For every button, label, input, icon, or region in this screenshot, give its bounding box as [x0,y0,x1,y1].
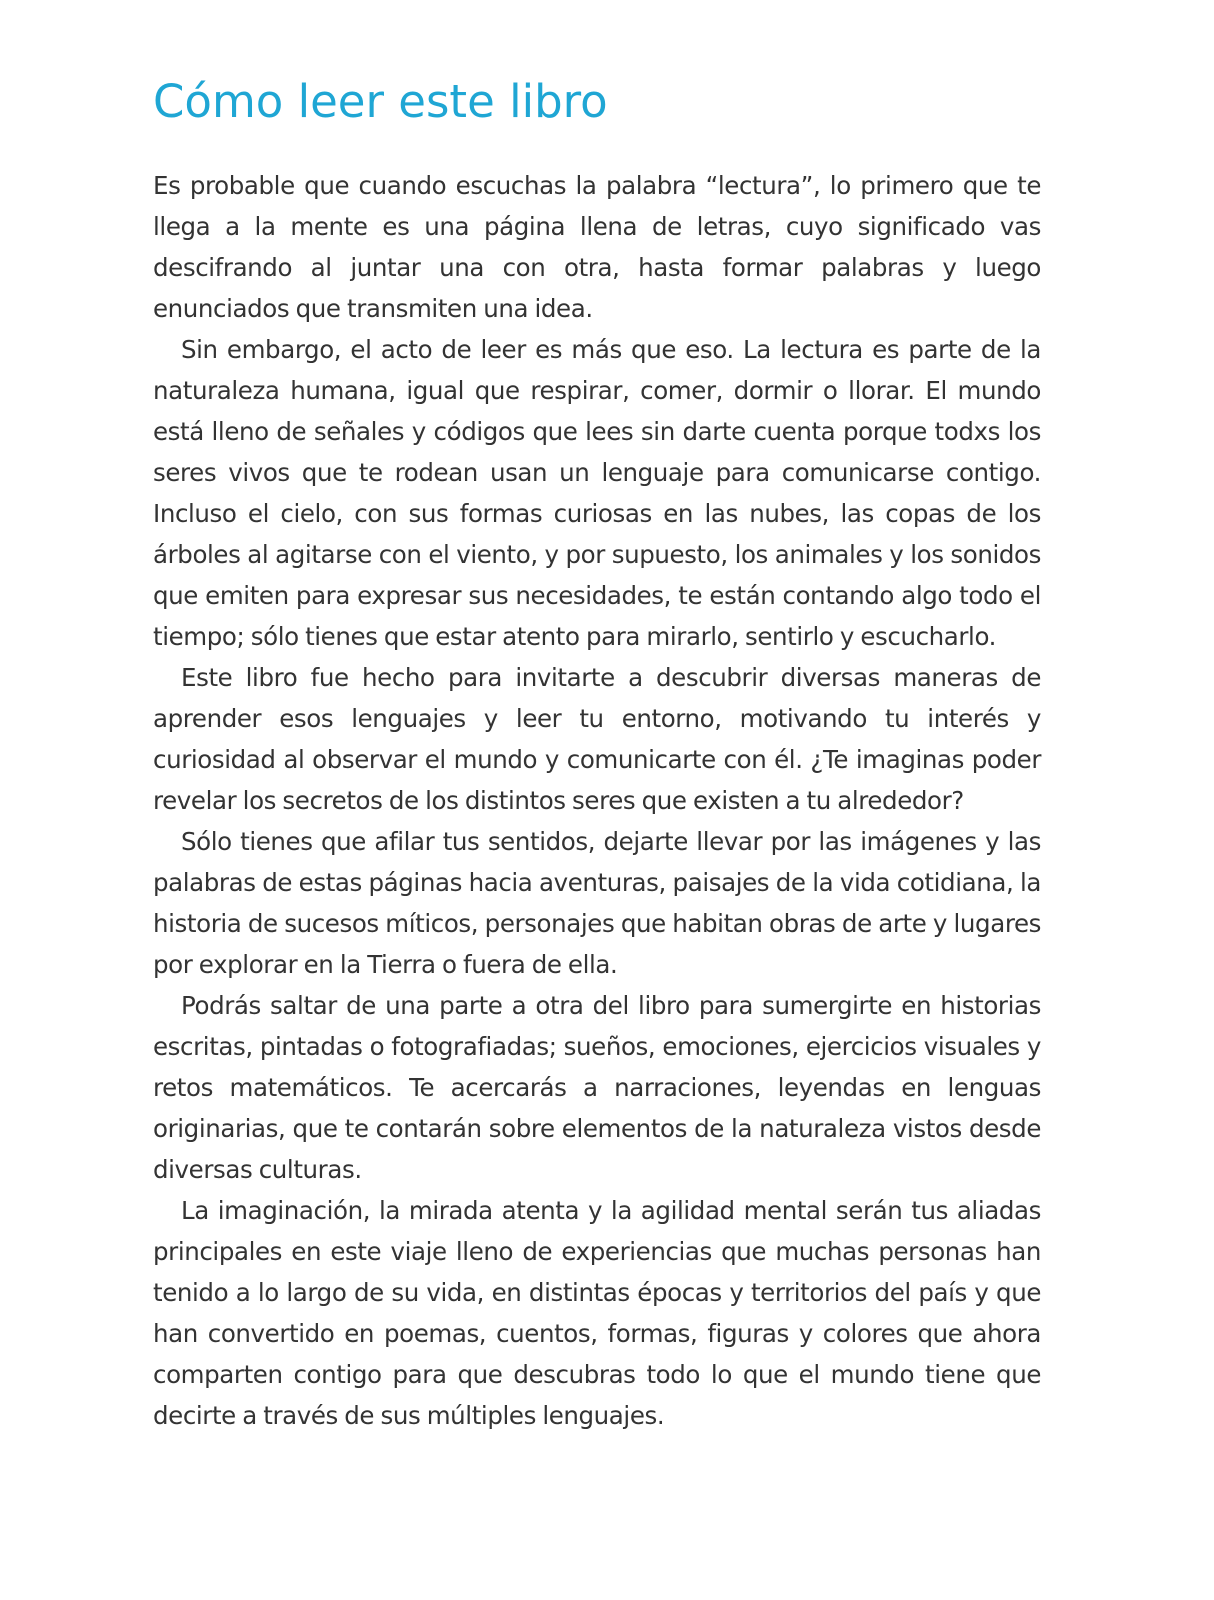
paragraph-navigation: Podrás saltar de una parte a otra del libro para sumergirte en historias escritas, pintadas o fotografiadas; sueños, emociones, ejercicios visuales y retos matemáticos. Te acercarás a narraciones, leyendas en lenguas originarias, que te contarán sobre elementos de la naturaleza vistos desde diversas culturas. [153,991,1041,1184]
paragraph-book-purpose: Este libro fue hecho para invitarte a descubrir diversas maneras de aprender esos lenguajes y leer tu entorno, motivando tu interés y curiosidad al observar el mundo y comunicarte con él. ¿Te imaginas poder revelar los secretos de los distintos seres que existen a tu alrededor? [153,663,1041,815]
paragraph-closing: La imaginación, la mirada atenta y la agilidad mental serán tus aliadas principales en este viaje lleno de experiencias que muchas personas han tenido a lo largo de su vida, en distintas épocas y territorios del país y que han convertido en poemas, cuentos, formas, figuras y colores que ahora comparten contigo para que descubras todo lo que el mundo tiene que decirte a través de sus múltiples lenguajes. [153,1196,1041,1430]
page-title: Cómo leer este libro [153,75,608,128]
body-text [153,165,1041,1436]
paragraph-senses: Sólo tienes que afilar tus sentidos, dejarte llevar por las imágenes y las palabras de estas páginas hacia aventuras, paisajes de la vida cotidiana, la historia de sucesos míticos, personajes que habitan obras de arte y lugares por explorar en la Tierra o fuera de ella. [153,827,1041,979]
paragraph-intro: Es probable que cuando escuchas la palabra “lectura”, lo primero que te llega a la mente es una página llena de letras, cuyo significado vas descifrando al juntar una con otra, hasta formar palabras y luego enunciados que transmiten una idea. [153,171,1041,323]
paragraph-reading-nature: Sin embargo, el acto de leer es más que eso. La lectura es parte de la naturaleza humana, igual que respirar, comer, dormir o llorar. El mundo está lleno de señales y códigos que lees sin darte cuenta porque todxs los seres vivos que te rodean usan un lenguaje para comunicarse contigo. Incluso el cielo, con sus formas curiosas en las nubes, las copas de los árboles al agitarse con el viento, y por supuesto, los animales y los sonidos que emiten para expresar sus necesidades, te están contando algo todo el tiempo; sólo tienes que estar atento para mirarlo, sentirlo y escucharlo. [153,335,1041,651]
